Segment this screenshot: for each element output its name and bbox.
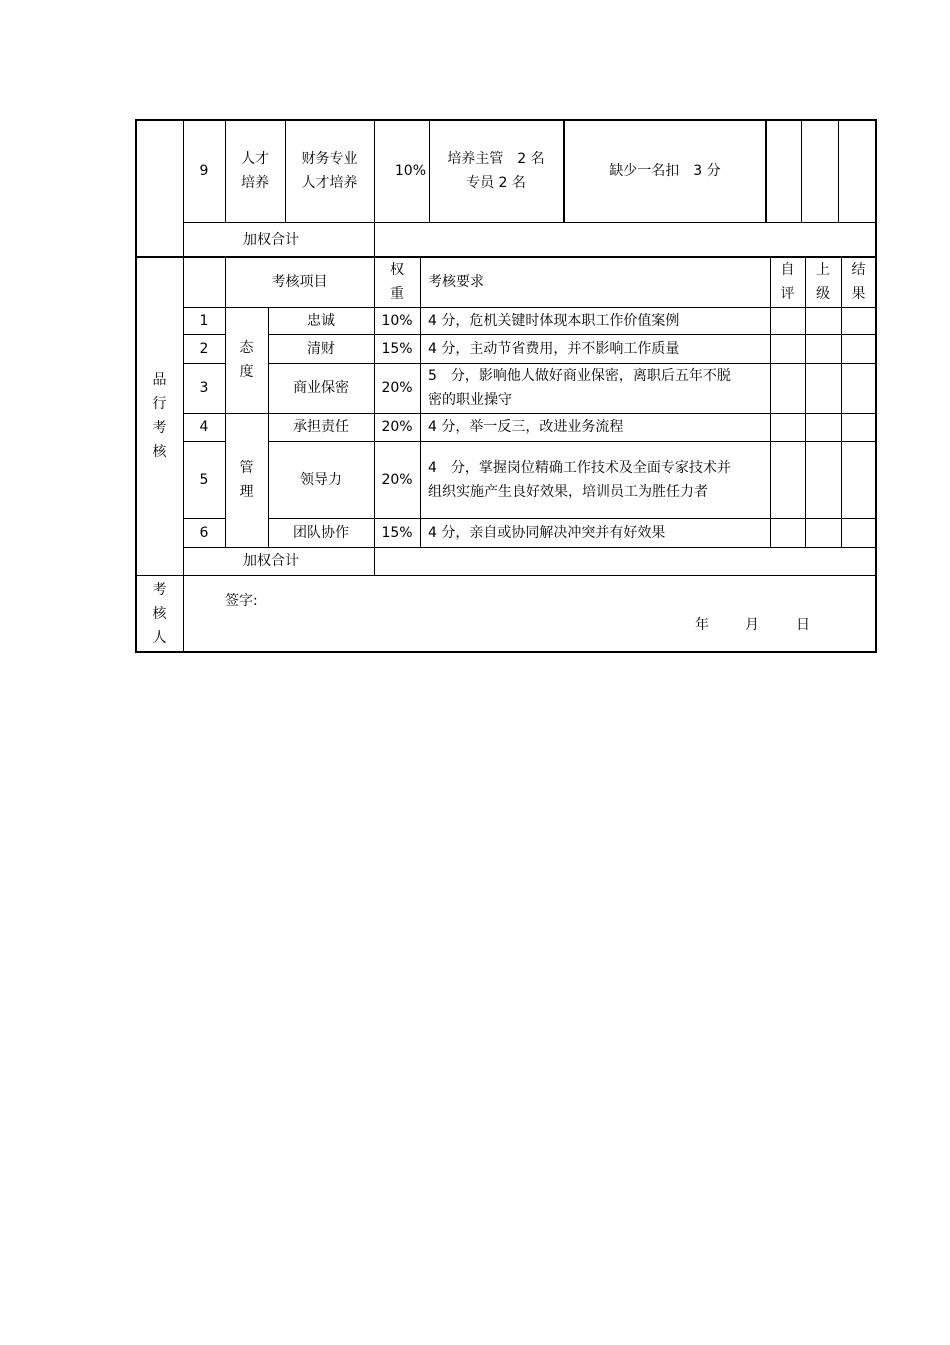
row-no: 3 (199, 380, 209, 396)
row9-category: 人才 培养 (241, 151, 269, 191)
row-name: 领导力 (300, 471, 342, 488)
date-month: 月 (745, 617, 759, 633)
row-no: 5 (199, 471, 209, 488)
conduct-section-label: 品行考核 (152, 372, 167, 460)
row-requirement: 4 分，危机关键时体现本职工作价值案例 (428, 312, 680, 329)
row9-no: 9 (199, 163, 209, 179)
group-attitude: 态度 (239, 340, 254, 380)
date-year: 年 (695, 617, 709, 633)
conduct-weighted-total-label: 加权合计 (243, 553, 299, 569)
header-self-review: 自 评 (780, 262, 795, 302)
row-weight: 20% (381, 380, 413, 396)
row-weight: 20% (381, 471, 413, 488)
row-weight: 20% (381, 419, 413, 435)
header-item: 考核项目 (271, 274, 328, 290)
row9-item: 财务专业 人才培养 (301, 151, 358, 191)
row9-weight: 10% (394, 163, 426, 179)
rule (765, 222, 876, 223)
row9-target: 培养主管 2 名 专员 2 名 (447, 151, 545, 191)
group-management: 管理 (239, 460, 254, 500)
row-requirement: 4 分，主动节省费用，并不影响工作质量 (428, 340, 680, 357)
row-name: 忠诚 (307, 312, 335, 329)
top-weighted-total-label: 加权合计 (243, 231, 299, 248)
row-no: 6 (199, 524, 209, 541)
row-name: 团队协作 (293, 524, 349, 541)
row-weight: 15% (381, 524, 413, 541)
row-no: 2 (199, 340, 209, 357)
header-result: 结 果 (851, 262, 866, 302)
row-weight: 15% (381, 340, 413, 357)
row-requirement: 4 分，举一反三，改进业务流程 (428, 419, 624, 435)
header-superior: 上 级 (816, 262, 830, 302)
section-rule (136, 575, 876, 576)
row-name: 清财 (307, 340, 335, 357)
assessor-section-label: 考核人 (152, 581, 167, 646)
row-requirement: 5 分，影响他人做好商业保密，离职后五年不脱密的职业操守 (428, 368, 731, 408)
row-no: 1 (199, 312, 209, 329)
row-requirement: 4 分，掌握岗位精确工作技术及全面专家技术并组织实施产生良好效果，培训员工为胜任力者 (428, 459, 731, 500)
row-name: 承担责任 (293, 419, 349, 435)
header-requirement: 考核要求 (428, 274, 484, 290)
rule (765, 120, 767, 222)
rule (838, 120, 839, 222)
row-weight: 10% (381, 312, 413, 329)
header-weight: 权 重 (390, 262, 404, 302)
row-no: 4 (199, 419, 209, 435)
rule (801, 120, 802, 222)
date-day: 日 (796, 617, 810, 633)
row-requirement: 4 分，亲自或协同解决冲突并有好效果 (428, 524, 666, 541)
signature-label: 签字: (225, 593, 258, 609)
row-name: 商业保密 (293, 380, 349, 396)
row9-deduction: 缺少一名扣 3 分 (609, 163, 721, 179)
